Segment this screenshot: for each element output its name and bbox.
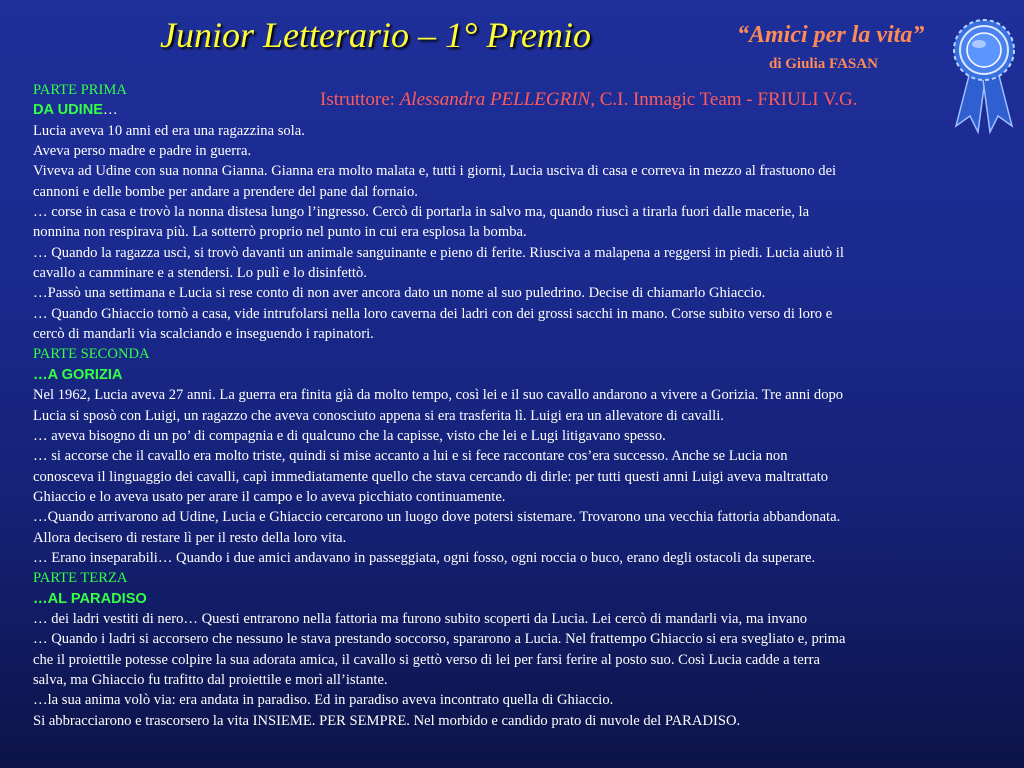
section-place	[33, 589, 993, 609]
story-line: …la sua anima volò via: era andata in paradiso. Ed in paradiso aveva incontrato quella di Ghiaccio.	[33, 692, 614, 709]
section-heading: PARTE SECONDA	[33, 346, 150, 363]
story-line: … si accorse che il cavallo era molto triste, quindi si mise accanto a lui e si fece raccontare cos’era successo. Anche se Lucia non	[33, 448, 788, 465]
story-line: Lucia si sposò con Luigi, un ragazzo che aveva conosciuto appena si era trasferita lì. Luigi era un allevatore di cavalli.	[33, 407, 724, 424]
section-heading: PARTE PRIMA	[33, 82, 127, 98]
section-place	[33, 100, 993, 120]
story-line: … corse in casa e trovò la nonna distesa lungo l’ingresso. Cercò di portarla in salvo ma, quando riuscì a tirarla fuori dalle macerie, la	[33, 204, 810, 221]
place-suffix: …	[103, 102, 118, 119]
place-label: …AL PARADISO	[33, 590, 147, 607]
story-line: Lucia aveva 10 anni ed era una ragazzina sola.	[33, 122, 305, 139]
story-text	[33, 80, 993, 731]
story-line: salva, ma Ghiaccio fu trafitto dal proiettile e morì all’istante.	[33, 671, 388, 688]
story-line: che il proiettile potesse colpire la sua adorata amica, il cavallo si gettò verso di lei per farsi ferire al posto suo. Così Lucia cadde a terra	[33, 651, 820, 668]
story-line: … dei ladri vestiti di nero… Questi entrarono nella fattoria ma furono subito scoperti da Lucia. Lei cercò di mandarli via, ma invano	[33, 610, 808, 627]
story-line: conosceva il linguaggio dei cavalli, capì immediatamente quello che stava cercando di dirle: per tutti questi anni Luigi aveva maltrattato	[33, 468, 829, 485]
place-label: DA UDINE	[33, 102, 103, 119]
story-line: Aveva perso madre e padre in guerra.	[33, 143, 252, 160]
place-label: …A GORIZIA	[33, 366, 123, 383]
section-part-1	[33, 80, 993, 344]
story-line: … Quando la ragazza uscì, si trovò davanti un animale sanguinante e pieno di ferite. Riusciva a malapena a reggersi in piedi. Lucia aiutò il	[33, 244, 844, 261]
story-line: Ghiaccio e lo aveva usato per arare il campo e lo aveva picchiato continuamente.	[33, 488, 506, 505]
story-line: … Erano inseparabili… Quando i due amici andavano in passeggiata, ogni fosso, ogni roccia o buco, erano degli ostacoli da superare.	[33, 549, 816, 566]
section-part-2	[33, 344, 993, 568]
section-heading: PARTE TERZA	[33, 570, 128, 587]
story-line: … aveva bisogno di un po’ di compagnia e di qualcuno che la capisse, visto che lei e Lugi litigavano spesso.	[33, 427, 666, 444]
section-part-3	[33, 568, 993, 731]
story-line: cercò di mandarli via scalciando e inseguendo i rapinatori.	[33, 326, 374, 343]
slide-title: Junior Letterario – 1° Premio	[160, 15, 592, 55]
story-line: …Passò una settimana e Lucia si rese conto di non aver ancora dato un nome al suo puledrino. Decise di chiamarlo Ghiaccio.	[33, 285, 766, 302]
story-line: … Quando i ladri si accorsero che nessuno le stava prestando soccorso, spararono a Lucia. Nel frattempo Ghiaccio si era svegliato e, prima	[33, 631, 846, 648]
instructor-label: Istruttore:	[320, 89, 395, 110]
story-line: …Quando arrivarono ad Udine, Lucia e Ghiaccio cercarono un luogo dove potersi sistemare. Trovarono una vecchia fattoria abbandonata.	[33, 509, 841, 526]
story-line: Allora decisero di restare lì per il resto della loro vita.	[33, 529, 347, 546]
section-place	[33, 365, 993, 385]
instructor-name: Alessandra PELLEGRIN,	[399, 89, 595, 110]
story-line: Si abbracciarono e trascorsero la vita INSIEME. PER SEMPRE. Nel morbido e candido prato di nuvole del PARADISO.	[33, 712, 741, 729]
story-line: cannoni e delle bombe per andare a prendere del pane dal fornaio.	[33, 183, 418, 200]
story-line: cavallo a camminare e a stendersi. Lo pulì e lo disinfettò.	[33, 265, 367, 282]
story-title: “Amici per la vita”	[737, 22, 925, 48]
story-line: … Quando Ghiaccio tornò a casa, vide intrufolarsi nella loro caverna dei ladri con dei grossi sacchi in mano. Corse subito verso di loro e	[33, 305, 833, 322]
story-author: di Giulia FASAN	[769, 56, 878, 72]
instructor-team: C.I. Inmagic Team - FRIULI V.G.	[594, 89, 858, 110]
story-line: nonnina non respirava più. La sotterrò proprio nel punto in cui era esplosa la bomba.	[33, 224, 527, 241]
story-line: Viveva ad Udine con sua nonna Gianna. Gianna era molto malata e, tutti i giorni, Lucia usciva di casa e correva in mezzo al frastuono dei	[33, 163, 837, 180]
story-line: Nel 1962, Lucia aveva 27 anni. La guerra era finita già da molto tempo, così lei e il suo cavallo andarono a vivere a Gorizia. Tre anni dopo	[33, 387, 844, 404]
